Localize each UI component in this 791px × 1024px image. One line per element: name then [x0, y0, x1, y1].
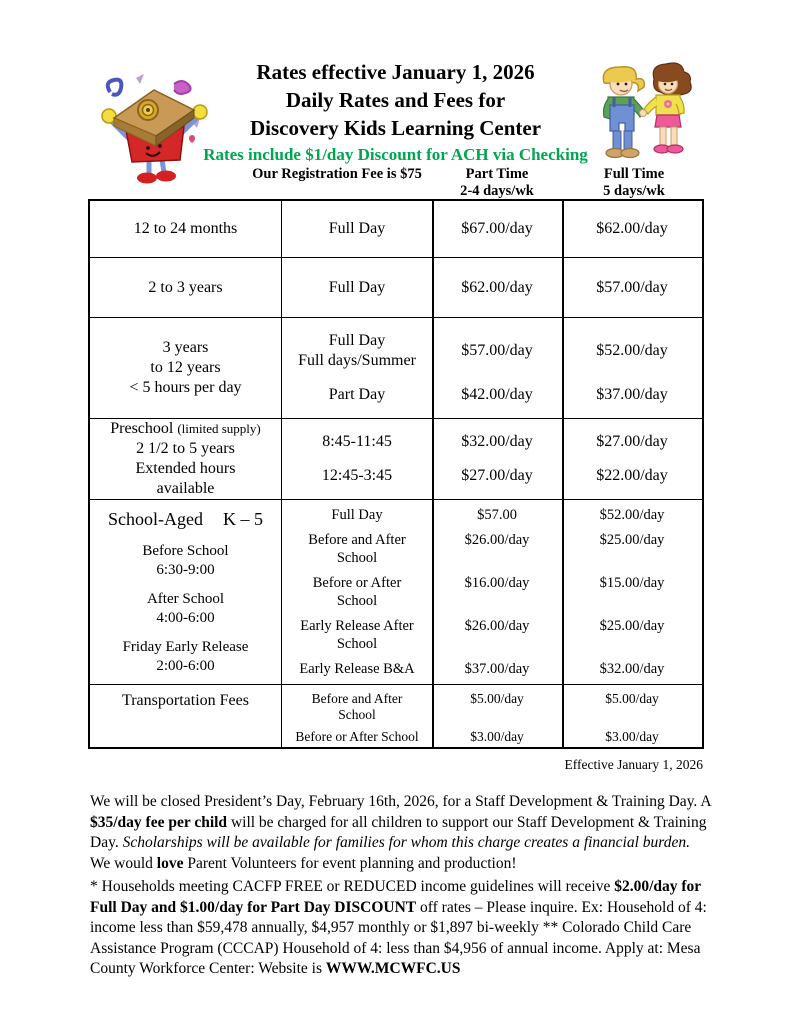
- column-divider: [432, 258, 434, 317]
- schedule-line: Before or After: [312, 575, 402, 591]
- closure-notice-paragraph: We will be closed President’s Day, February 16th, 2026, for a Staff Development & Training Day. A $35/day fee per child will be charged for all children to support our Staff Development & Training Day. Scholarships will be available for families for whom this charge creates a financial burden. We would love Parent Volunteers for event planning and production!: [90, 793, 711, 872]
- friday-early-release-hours: Friday Early Release 2:00-6:00: [122, 639, 249, 674]
- full-time-rate: $57.00/day: [596, 278, 668, 296]
- school-aged-title: School-Aged K – 5: [108, 509, 263, 529]
- rate-entry: [282, 691, 702, 723]
- rate-entries: [282, 318, 702, 418]
- age-group-cell: [90, 500, 282, 684]
- column-divider: [432, 318, 434, 418]
- schedule-line: School: [338, 707, 376, 722]
- title-line: Discovery Kids Learning Center: [249, 116, 542, 140]
- rates-table: [88, 199, 704, 749]
- rate-entries: [282, 201, 702, 257]
- age-group-line: 2 1/2 to 5 years: [136, 440, 235, 457]
- full-time-rate: $32.00/day: [599, 661, 665, 677]
- full-time-rate: $5.00/day: [605, 691, 659, 706]
- rate-entries: [282, 500, 702, 684]
- schedule-line: School: [336, 636, 378, 652]
- part-time-rate: $67.00/day: [461, 220, 533, 237]
- part-time-rate: $5.00/day: [470, 691, 524, 706]
- rate-entry: [282, 729, 702, 745]
- full-time-rate: $22.00/day: [596, 466, 668, 484]
- part-time-rate: $32.00/day: [461, 433, 533, 451]
- registration-fee-note: Our Registration Fee is $75: [252, 166, 422, 182]
- full-time-rate: $3.00/day: [605, 729, 659, 744]
- full-time-label: Full Time: [603, 166, 665, 182]
- part-time-rate: $27.00/day: [461, 466, 533, 484]
- full-time-rate: $25.00/day: [599, 532, 665, 548]
- age-group-line: to 12 years: [150, 359, 221, 376]
- age-group-cell: [90, 258, 282, 317]
- mascot-shoe: [137, 173, 157, 184]
- age-group-cell: [90, 318, 282, 418]
- rate-entries: [282, 685, 702, 747]
- age-group-cell: [90, 201, 282, 257]
- title-line: Rates effective January 1, 2026: [256, 60, 535, 84]
- age-group-label: 12 to 24 months: [133, 220, 238, 237]
- part-time-column-header: [460, 166, 534, 199]
- part-time-rate: $57.00: [477, 507, 517, 523]
- table-row-transportation: [90, 684, 702, 747]
- schedule-line: Before and After: [311, 691, 403, 706]
- rate-entry: [282, 506, 702, 524]
- part-time-rate: $57.00/day: [461, 342, 533, 360]
- schedule-line: School: [336, 550, 378, 566]
- schedule-cell: [282, 385, 432, 405]
- full-time-rate: $15.00/day: [599, 575, 665, 591]
- schedule-line: Early Release B&A: [299, 661, 415, 677]
- schedule-cell: [282, 531, 432, 567]
- schedule-line: Full Day: [331, 507, 383, 523]
- rate-entry: [282, 531, 702, 567]
- age-group-line: [110, 419, 261, 439]
- rate-entry: [282, 331, 702, 371]
- table-row-toddlers: [90, 257, 702, 317]
- age-group-cell: [90, 685, 282, 747]
- schedule-line: Part Day: [328, 385, 386, 403]
- table-row-school-age-summer: [90, 317, 702, 418]
- part-time-days: 2-4 days/wk: [460, 182, 534, 199]
- schedule-cell: [282, 278, 432, 298]
- column-divider: [432, 685, 434, 747]
- age-group-line: < 5 hours per day: [129, 379, 242, 396]
- schedule-cell: [282, 660, 432, 678]
- limited-supply-note: (limited supply): [177, 421, 261, 436]
- column-divider: [562, 685, 564, 747]
- table-row-school-aged: [90, 499, 702, 684]
- part-time-rate: $42.00/day: [461, 385, 533, 403]
- after-school-hours: After School 4:00-6:00: [146, 591, 225, 626]
- age-group-label: 2 to 3 years: [148, 278, 223, 296]
- part-time-rate: $62.00/day: [461, 278, 533, 296]
- schedule-cell: [282, 466, 432, 486]
- column-divider: [562, 258, 564, 317]
- schedule-line: Full Day: [328, 220, 386, 237]
- rate-entry: [282, 432, 702, 452]
- schedule-line: School: [336, 593, 378, 609]
- part-time-rate: $3.00/day: [470, 729, 524, 744]
- rate-entries: [282, 258, 702, 317]
- full-time-column-header: [603, 166, 665, 199]
- schedule-cell: [282, 506, 432, 524]
- schedule-cell: [282, 219, 432, 239]
- discount-info-paragraph: * Households meeting CACFP FREE or REDUCED income guidelines will receive $2.00/day for Full Day and $1.00/day for Part Day DISCOUNT off rates – Please inquire. Ex: Household of 4: income less than $59,478 annually, $4,957 monthly or $1,897 bi-weekly ** Colorado Child Care Assistance Program (CCCAP) Household of 4: less than $4,956 of annual income. Apply at: Mesa County Workforce Center: Website is WWW.MCWFC.US: [90, 878, 707, 977]
- schedule-line: Early Release After: [300, 618, 414, 634]
- full-time-rate: $52.00/day: [599, 507, 665, 523]
- table-row-infants: [90, 201, 702, 257]
- effective-date-note: Effective January 1, 2026: [564, 757, 703, 772]
- title-line: Daily Rates and Fees for: [285, 88, 506, 112]
- schedule-line: Full Day: [328, 278, 386, 296]
- schedule-cell: [282, 432, 432, 452]
- age-group-cell: [90, 419, 282, 499]
- rate-entry: [282, 466, 702, 486]
- part-time-label: Part Time: [465, 166, 529, 182]
- full-time-days: 5 days/wk: [603, 182, 665, 199]
- schedule-line: Before and After: [308, 532, 406, 548]
- schedule-line: 12:45-3:45: [321, 466, 393, 484]
- age-group-line: 3 years: [162, 339, 209, 356]
- column-divider: [562, 201, 564, 257]
- rate-entries: [282, 419, 702, 499]
- column-divider: [562, 318, 564, 418]
- rate-entry: [282, 574, 702, 610]
- schedule-line: Full Day: [328, 332, 386, 350]
- ach-discount-note: Rates include $1/day Discount for ACH via Checking: [203, 145, 588, 164]
- column-divider: [562, 419, 564, 499]
- age-group-line: Extended hours: [135, 460, 236, 477]
- rate-entry: [282, 278, 702, 298]
- part-time-rate: $16.00/day: [464, 575, 530, 591]
- transportation-fees-label: Transportation Fees: [122, 692, 249, 709]
- schedule-cell: [282, 691, 432, 723]
- column-divider: [432, 201, 434, 257]
- part-time-rate: $26.00/day: [464, 618, 530, 634]
- full-time-rate: $27.00/day: [596, 433, 668, 451]
- column-divider: [562, 500, 564, 684]
- schedule-line: Full days/Summer: [298, 352, 416, 370]
- schedule-cell: [282, 617, 432, 653]
- table-row-preschool: [90, 418, 702, 499]
- schedule-cell: [282, 729, 432, 745]
- age-group-line: available: [156, 480, 215, 497]
- preschool-label: Preschool: [110, 420, 174, 437]
- full-time-rate: $62.00/day: [596, 220, 668, 237]
- part-time-rate: $26.00/day: [464, 532, 530, 548]
- part-time-rate: $37.00/day: [464, 661, 530, 677]
- page-title: [0, 58, 791, 142]
- schedule-cell: [282, 331, 432, 371]
- rate-entry: [282, 219, 702, 239]
- full-time-rate: $52.00/day: [596, 342, 668, 360]
- rate-entry: [282, 385, 702, 405]
- column-divider: [432, 500, 434, 684]
- full-time-rate: $25.00/day: [599, 618, 665, 634]
- rate-entry: [282, 660, 702, 678]
- rate-entry: [282, 617, 702, 653]
- column-divider: [432, 419, 434, 499]
- full-time-rate: $37.00/day: [596, 385, 668, 403]
- schedule-line: 8:45-11:45: [322, 433, 392, 451]
- mascot-shoe: [156, 171, 176, 182]
- schedule-cell: [282, 574, 432, 610]
- before-school-hours: Before School 6:30-9:00: [142, 543, 229, 578]
- schedule-line: Before or After School: [295, 729, 419, 744]
